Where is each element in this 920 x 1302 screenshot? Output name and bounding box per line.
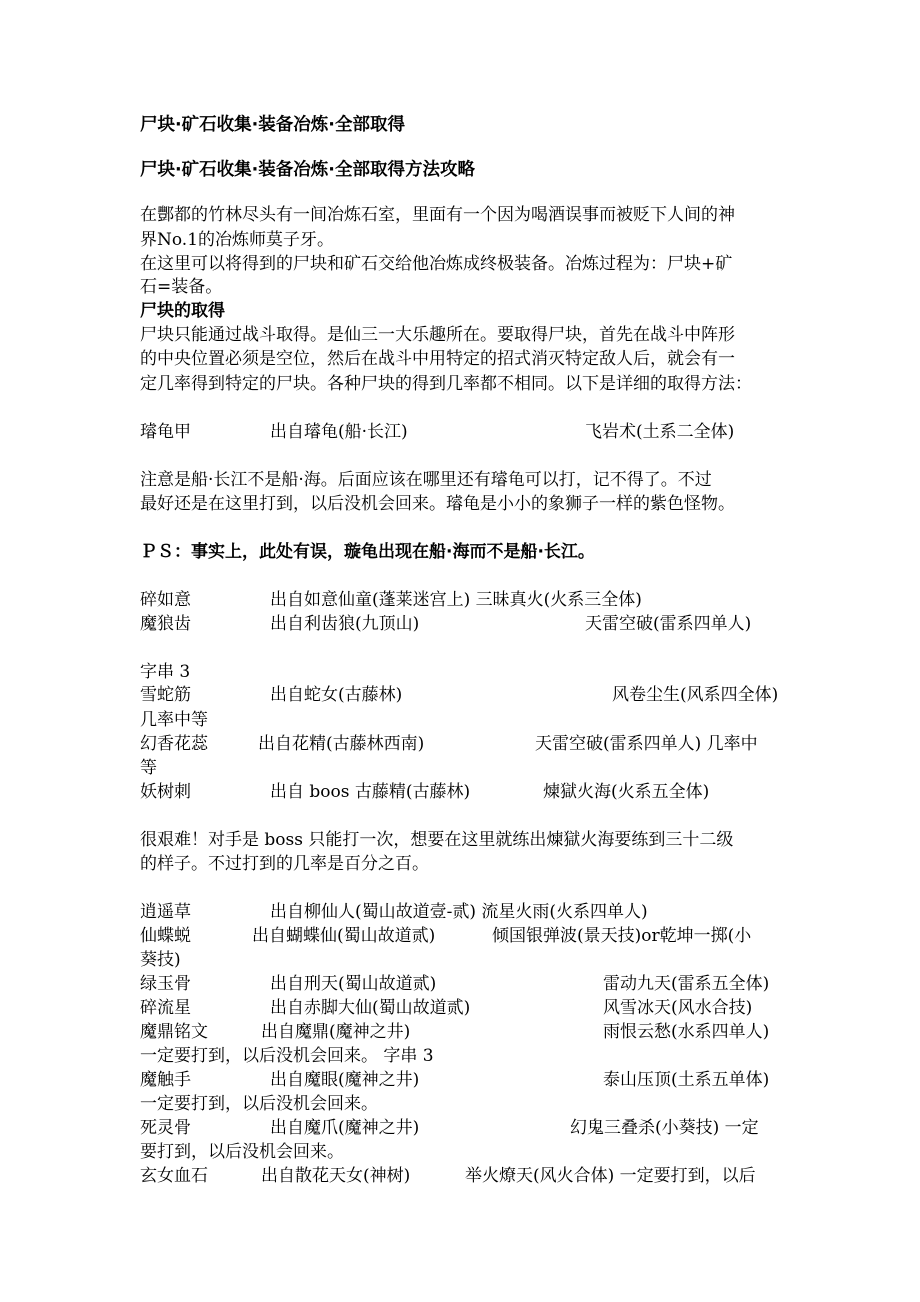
item-name: 雪蛇筋 [140,685,191,705]
continuation-text: 葵技) [140,950,181,970]
item-skill: 煉獄火海(火系五全体) [543,782,710,802]
intro-line: 在酆都的竹林尽头有一间冶炼石室，里面有一个因为喝酒误事而被贬下人间的神 [140,205,735,225]
continuation-text: 要打到，以后没机会回来。 [140,1142,344,1162]
item-source: 出自蛇女(古藤林) [270,685,403,705]
item-source: 出自魔眼(魔神之井) [270,1070,420,1090]
item-skill: 泰山压顶(土系五单体) [603,1070,770,1090]
section-heading: 尸块的取得 [140,301,225,321]
item-source: 出自花精(古藤林西南) [258,734,425,754]
item-name: 魔鼎铭文 [140,1022,208,1042]
item-source: 出自刑天(蜀山故道贰) [270,974,437,994]
item-skill: 举火燎天(风火合体) 一定要打到，以后 [465,1166,756,1186]
section-intro-line: 的中央位置必须是空位，然后在战斗中用特定的招式消灭特定敌人后，就会有一 [140,349,735,369]
item-skill: 风卷尘生(风系四全体) [612,685,779,705]
item-skill: 飞岩术(土系二全体) [585,422,735,442]
item-name: 死灵骨 [140,1118,191,1138]
item-skill: 风雪冰天(风水合技) [603,998,753,1018]
item-source: 出自魔鼎(魔神之井) [261,1022,411,1042]
item-source: 出自 boos 古藤精(古藤林) [270,782,471,802]
note-line: 的样子。不过打到的几率是百分之百。 [140,854,429,874]
intro-line: 石=装备。 [140,277,223,297]
continuation-text: 一定要打到，以后没机会回来。 [140,1094,378,1114]
item-name: 妖树刺 [140,782,191,802]
intro-line: 在这里可以将得到的尸块和矿石交给他冶炼成终极装备。冶炼过程为：尸块+矿 [140,254,733,274]
item-name: 仙蝶蜕 [140,926,191,946]
item-name: 逍遥草 [140,902,191,922]
continuation-text: 几率中等 [140,710,208,730]
item-skill: 幻鬼三叠杀(小葵技) 一定 [570,1118,759,1138]
item-name: 碎流星 [140,998,191,1018]
item-skill: 雷动九天(雷系五全体) [603,974,770,994]
item-skill: 天雷空破(雷系四单人) [585,614,752,634]
section-intro-line: 尸块只能通过战斗取得。是仙三一大乐趣所在。要取得尸块，首先在战斗中阵形 [140,325,735,345]
note-line: 注意是船·长江不是船·海。后面应该在哪里还有璿龟可以打，记不得了。不过 [140,470,712,490]
item-source: 出自魔爪(魔神之井) [270,1118,420,1138]
note-line: 最好还是在这里打到，以后没机会回来。璿龟是小小的象狮子一样的紫色怪物。 [140,494,735,514]
item-name: 魔狼齿 [140,614,191,634]
item-name: 魔触手 [140,1070,191,1090]
item-source: 出自如意仙童(蓬莱迷宫上) 三昧真火(火系三全体) [270,590,642,610]
item-source: 出自璿龟(船·长江) [270,422,408,442]
item-name: 幻香花蕊 [140,734,208,754]
item-source: 出自散花天女(神树) [261,1166,411,1186]
item-skill: 天雷空破(雷系四单人) 几率中 [535,734,758,754]
continuation-text: 字串 3 [140,662,191,682]
item-source: 出自柳仙人(蜀山故道壹-贰) 流星火雨(火系四单人) [270,902,648,922]
continuation-text: 一定要打到，以后没机会回来。 字串 3 [140,1046,434,1066]
section-intro-line: 定几率得到特定的尸块。各种尸块的得到几率都不相同。以下是详细的取得方法： [140,374,752,394]
item-name: 璿龟甲 [140,422,191,442]
item-name: 玄女血石 [140,1166,208,1186]
document-title: 尸块·矿石收集·装备冶炼·全部取得 [140,115,405,135]
item-source: 出自蝴蝶仙(蜀山故道贰) [252,926,436,946]
item-source: 出自利齿狼(九顶山) [270,614,420,634]
note-line: 很艰难！对手是 boss 只能打一次，想要在这里就练出煉獄火海要练到三十二级 [140,830,734,850]
item-skill: 倾国银弹波(景天技)or乾坤一掷(小 [492,926,752,946]
item-name: 绿玉骨 [140,974,191,994]
ps-note: ＰＳ：事实上，此处有误，璇龟出现在船·海而不是船·长江。 [140,542,595,562]
document-subtitle: 尸块·矿石收集·装备冶炼·全部取得方法攻略 [140,160,475,180]
intro-line: 界No.1的冶炼师莫子牙。 [140,230,335,250]
item-skill: 雨恨云愁(水系四单人) [603,1022,770,1042]
item-source: 出自赤脚大仙(蜀山故道贰) [270,998,471,1018]
item-name: 碎如意 [140,590,191,610]
continuation-text: 等 [140,758,157,778]
